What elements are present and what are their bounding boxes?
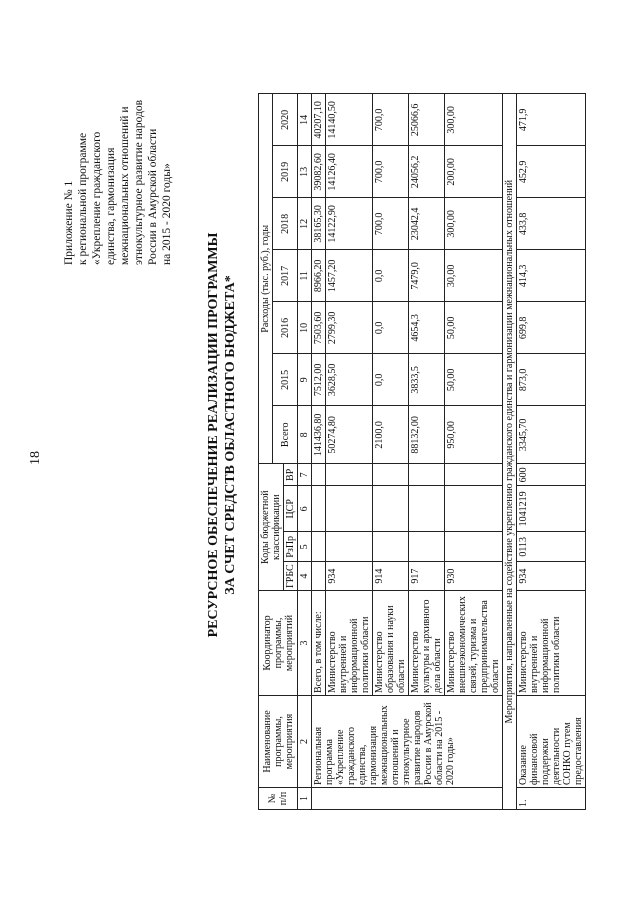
table-row (517, 94, 586, 810)
coordinator: Министерство культуры и архивного дела области (409, 591, 445, 696)
y2020-cell: 471,9 (517, 94, 586, 146)
header-vr: ВР (284, 464, 298, 486)
coordinator: Министерство внутренней и информационной политики области (326, 591, 373, 696)
y2016-cell: 50,00 (445, 302, 503, 354)
grbs-cell: 914 (373, 562, 409, 591)
appendix-line: единства, гармонизация (105, 147, 117, 265)
y2019-cell: 200,00 (445, 146, 503, 198)
rzpr-cell (312, 532, 326, 562)
header-name: Наименование программы, мероприятия (259, 696, 298, 788)
y2017-cell: 1457,20 (326, 250, 373, 302)
rzpr-cell (326, 532, 373, 562)
y2019-cell: 24056,2 (409, 146, 445, 198)
y2019-cell: 39082,60 (312, 146, 326, 198)
total-cell: 141436,80 (312, 406, 326, 464)
appendix-line: этнокультурное развитие народов (133, 99, 145, 265)
csr-cell (326, 486, 373, 532)
y2017-cell: 8966,20 (312, 250, 326, 302)
y2020-cell: 300,00 (445, 94, 503, 146)
appendix-line: межнациональных отношений и (119, 106, 131, 265)
section-title: Мероприятия, направленные на содействие укреплению гражданского единства и гармонизации межнациональных отношений (503, 94, 517, 810)
budget-table (258, 93, 586, 810)
y2017-cell: 30,00 (445, 250, 503, 302)
appendix-line: к региональной программе (77, 132, 89, 265)
row-no: 1. (517, 788, 586, 810)
header-csr: ЦСР (284, 486, 298, 532)
y2018-cell: 700,0 (373, 198, 409, 250)
y2015-cell: 3833,5 (409, 354, 445, 406)
column-number: 4 (298, 562, 312, 591)
column-number-row (298, 94, 312, 810)
y2020-cell: 14140,50 (326, 94, 373, 146)
y2017-cell: 0,0 (373, 250, 409, 302)
rzpr-cell: 0113 (517, 532, 586, 562)
column-number: 10 (298, 302, 312, 354)
measure-name: Оказание финансовой поддержки деятельности СОНКО путем предоставления (517, 696, 586, 788)
coordinator: Министерство образования и науки области (373, 591, 409, 696)
y2016-cell: 2799,30 (326, 302, 373, 354)
y2016-cell: 4654,3 (409, 302, 445, 354)
total-cell: 50274,80 (326, 406, 373, 464)
column-number: 2 (298, 696, 312, 788)
y2015-cell: 3628,50 (326, 354, 373, 406)
csr-cell (312, 486, 326, 532)
grbs-cell: 917 (409, 562, 445, 591)
vr-cell (409, 464, 445, 486)
y2015-cell: 0,0 (373, 354, 409, 406)
grbs-cell: 934 (517, 562, 586, 591)
csr-cell (373, 486, 409, 532)
csr-cell: 1041219 (517, 486, 586, 532)
column-number: 9 (298, 354, 312, 406)
table-row (312, 94, 326, 810)
header-codes: Коды бюджетной классификации (259, 464, 284, 591)
vr-cell (312, 464, 326, 486)
appendix-line: на 2015 - 2020 годы» (161, 163, 173, 265)
header-2019: 2019 (273, 146, 298, 198)
column-number: 14 (298, 94, 312, 146)
column-number: 1 (298, 788, 312, 810)
csr-cell (409, 486, 445, 532)
column-number: 12 (298, 198, 312, 250)
vr-cell (445, 464, 503, 486)
column-number: 7 (298, 464, 312, 486)
header-no: № п/п (259, 788, 298, 810)
y2016-cell: 7503,60 (312, 302, 326, 354)
header-expenses: Расходы (тыс. руб.), годы (259, 94, 273, 464)
column-number: 5 (298, 532, 312, 562)
coordinator: Министерство внутренней и информационной политики области (517, 591, 586, 696)
rzpr-cell (373, 532, 409, 562)
y2019-cell: 700,0 (373, 146, 409, 198)
grbs-cell (312, 562, 326, 591)
column-number: 11 (298, 250, 312, 302)
csr-cell (445, 486, 503, 532)
document-title (205, 115, 239, 755)
header-2018: 2018 (273, 198, 298, 250)
y2018-cell: 433,8 (517, 198, 586, 250)
y2019-cell: 14126,40 (326, 146, 373, 198)
y2020-cell: 25066,6 (409, 94, 445, 146)
vr-cell (326, 464, 373, 486)
rzpr-cell (445, 532, 503, 562)
y2015-cell: 50,00 (445, 354, 503, 406)
y2016-cell: 699,8 (517, 302, 586, 354)
program-name: Региональная программа «Укрепление гражданского единства, гармонизация межнациональных отношений и этнокультурное развитие народов России в Амурской области на 2015 - 2020 годы» (312, 696, 503, 788)
column-number: 3 (298, 591, 312, 696)
appendix-line: «Укрепление гражданского (91, 131, 103, 265)
column-number: 8 (298, 406, 312, 464)
y2018-cell: 300,00 (445, 198, 503, 250)
total-cell: 950,00 (445, 406, 503, 464)
y2017-cell: 414,3 (517, 250, 586, 302)
y2015-cell: 873,0 (517, 354, 586, 406)
y2019-cell: 452,9 (517, 146, 586, 198)
total-cell: 88132,00 (409, 406, 445, 464)
header-2015: 2015 (273, 354, 298, 406)
header-grbs: ГРБС (284, 562, 298, 591)
page-number: 18 (28, 451, 43, 465)
header-2017: 2017 (273, 250, 298, 302)
grbs-cell: 930 (445, 562, 503, 591)
header-2016: 2016 (273, 302, 298, 354)
header-2020: 2020 (273, 94, 298, 146)
header-coordinator: Координатор программы, мероприятий (259, 591, 298, 696)
appendix-line: Приложение № 1 (63, 180, 75, 265)
appendix-note (62, 15, 174, 265)
y2016-cell: 0,0 (373, 302, 409, 354)
total-cell: 2100,0 (373, 406, 409, 464)
y2018-cell: 23042,4 (409, 198, 445, 250)
row-no (312, 788, 503, 810)
coordinator: Министерство внешнеэкономических связей, туризма и предпринимательства области (445, 591, 503, 696)
title-line-1: РЕСУРСНОЕ ОБЕСПЕЧЕНИЕ РЕАЛИЗАЦИИ ПРОГРАММЫ (206, 232, 221, 638)
y2017-cell: 7479,0 (409, 250, 445, 302)
column-number: 6 (298, 486, 312, 532)
vr-cell (373, 464, 409, 486)
coordinator: Всего, в том числе: (312, 591, 326, 696)
vr-cell: 600 (517, 464, 586, 486)
grbs-cell: 934 (326, 562, 373, 591)
appendix-line: России в Амурской области (147, 128, 159, 265)
column-number: 13 (298, 146, 312, 198)
title-line-2: ЗА СЧЕТ СРЕДСТВ ОБЛАСТНОГО БЮДЖЕТА* (223, 275, 238, 595)
y2020-cell: 40207,10 (312, 94, 326, 146)
rzpr-cell (409, 532, 445, 562)
total-cell: 3345,70 (517, 406, 586, 464)
y2015-cell: 7512,00 (312, 354, 326, 406)
header-rzpr: РзПр (284, 532, 298, 562)
y2020-cell: 700,0 (373, 94, 409, 146)
y2018-cell: 38165,30 (312, 198, 326, 250)
section-row (503, 94, 517, 810)
header-total: Всего (273, 406, 298, 464)
y2018-cell: 14122,90 (326, 198, 373, 250)
